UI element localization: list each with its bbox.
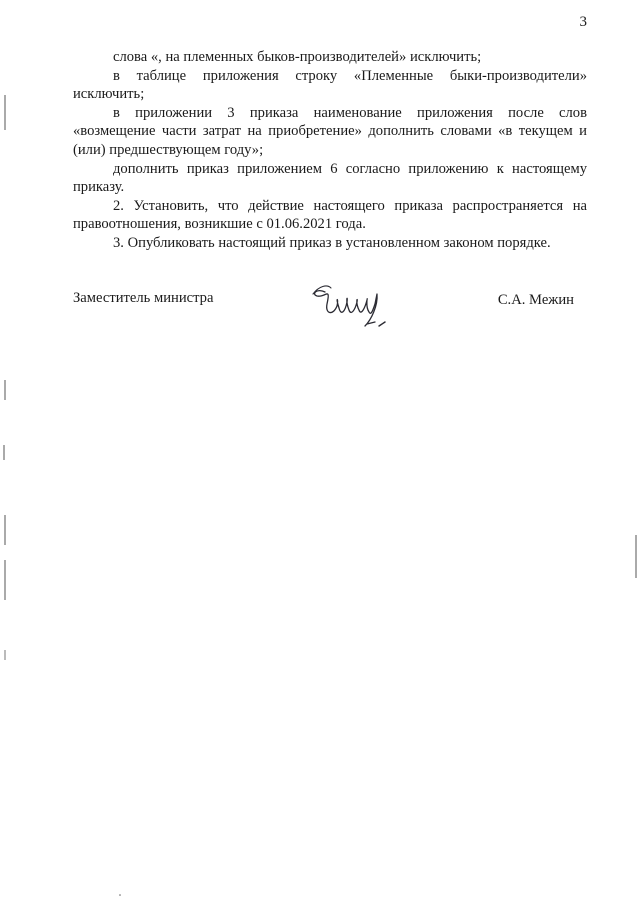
paragraph-5: 2. Установить, что действие настоящего приказа распространяется на правоотношения, возникшие с 01.06.2021 года. (73, 197, 587, 233)
paragraph-1: слова «, на племенных быков-производителей» исключить; (113, 49, 482, 65)
page-number: 3 (579, 14, 587, 30)
scan-speck (119, 894, 121, 896)
body-text (73, 48, 587, 253)
paragraph-2: в таблице приложения строку «Племенные быки-производители» исключить; (73, 67, 587, 103)
paragraph-4: дополнить приказ приложением 6 согласно приложению к настоящему приказу. (73, 160, 587, 196)
handwritten-signature (305, 276, 395, 334)
signatory-name: С.А. Межин (497, 292, 574, 308)
paragraph-3: в приложении 3 приказа наименование приложения после слов «возмещение части затрат на приобретение» дополнить словами «в текущем и (или) предшествующем году»; (73, 104, 587, 158)
signatory-title: Заместитель министра (73, 290, 214, 306)
paragraph-6: 3. Опубликовать настоящий приказ в установленном законом порядке. (113, 234, 551, 251)
